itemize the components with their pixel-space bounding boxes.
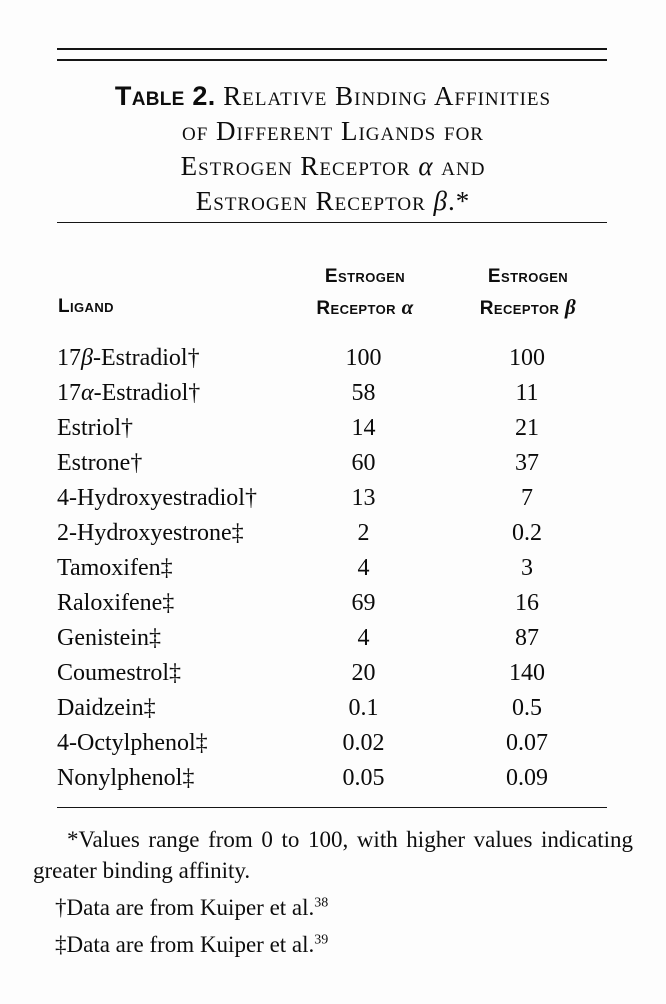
ligand-cell: Tamoxifen‡ <box>57 555 173 581</box>
table-body <box>57 341 617 796</box>
table-row <box>57 586 617 621</box>
er-alpha-value: 0.1 <box>348 695 379 721</box>
ligand-cell: 2-Hydroxyestrone‡ <box>57 520 244 546</box>
table-row <box>57 516 617 551</box>
er-beta-value: 37 <box>515 450 539 476</box>
ligand-cell: 4-Hydroxyestradiol† <box>57 485 257 511</box>
ligand-cell: Coumestrol‡ <box>57 660 181 686</box>
table-title-line: Table 2. Relative Binding Affinities <box>114 81 552 111</box>
footnote-separator-rule <box>57 807 607 808</box>
column-header-line: Receptor α <box>316 295 414 319</box>
er-alpha-value: 20 <box>351 660 376 686</box>
er-beta-value: 21 <box>515 415 539 441</box>
footnote: ‡Data are from Kuiper et al.$^{39}$ <box>55 932 329 957</box>
table-row <box>57 341 617 376</box>
er-alpha-value: 0.02 <box>342 730 385 756</box>
ligand-cell: Estriol† <box>57 415 133 441</box>
table-row <box>57 726 617 761</box>
ligand-cell: Daidzein‡ <box>57 695 156 721</box>
er-alpha-value: 58 <box>351 380 376 406</box>
er-beta-value: 7 <box>521 485 533 511</box>
table-row <box>57 691 617 726</box>
title-separator-rule <box>57 222 607 223</box>
er-alpha-value: 100 <box>345 345 382 371</box>
reference-superscript: 39 <box>314 932 329 948</box>
table-row <box>57 761 617 796</box>
er-alpha-value: 13 <box>351 485 376 511</box>
ligand-cell: 4-Octylphenol‡ <box>57 730 208 756</box>
er-alpha-value: 0.05 <box>342 765 385 791</box>
er-beta-value: 3 <box>521 555 533 581</box>
ligand-cell: Genistein‡ <box>57 625 161 651</box>
table-label: Table 2. <box>114 81 216 111</box>
footnote: †Data are from Kuiper et al.$^{38}$ <box>55 895 329 920</box>
er-beta-value: 16 <box>515 590 539 616</box>
table-row <box>57 551 617 586</box>
table-row <box>57 411 617 446</box>
er-alpha-value: 69 <box>351 590 376 616</box>
footnote: *Values range from 0 to 100, with higher values indicating greater binding affinity. <box>33 827 633 883</box>
greek-letter: β <box>81 345 93 371</box>
er-beta-value: 87 <box>515 625 539 651</box>
table-row <box>57 621 617 656</box>
ligand-cell: Nonylphenol‡ <box>57 765 195 791</box>
er-beta-value: 11 <box>515 380 539 406</box>
footnotes <box>33 824 633 966</box>
column-header-line: Estrogen <box>487 266 569 287</box>
er-alpha-value: 14 <box>351 415 376 441</box>
table-row <box>57 376 617 411</box>
er-alpha-value: 4 <box>357 625 370 651</box>
column-header-line: Estrogen <box>324 266 406 287</box>
ligand-cell: Estrone† <box>57 450 143 476</box>
ligand-cell: 17β-Estradiol† <box>57 345 200 371</box>
greek-letter: α <box>401 295 414 319</box>
column-header-er-alpha <box>292 262 438 324</box>
er-beta-value: 0.09 <box>506 765 548 791</box>
column-header-ligand: Ligand <box>58 296 114 317</box>
table-title-line: of Different Ligands for <box>182 116 484 146</box>
er-beta-value: 0.5 <box>512 695 542 721</box>
column-header-er-beta <box>440 262 616 324</box>
greek-letter: β <box>433 186 448 216</box>
er-alpha-value: 4 <box>357 555 370 581</box>
reference-superscript: 38 <box>314 895 329 911</box>
er-beta-value: 140 <box>509 660 545 686</box>
table-title-line: Estrogen Receptor α and <box>180 151 486 181</box>
er-alpha-value: 2 <box>357 520 370 546</box>
ligand-cell: Raloxifene‡ <box>57 590 175 616</box>
table-row <box>57 656 617 691</box>
top-double-rule <box>57 48 607 61</box>
table-title <box>40 79 626 219</box>
table-row <box>57 446 617 481</box>
greek-letter: β <box>565 295 577 319</box>
greek-letter: α <box>418 151 434 181</box>
er-beta-value: 0.2 <box>512 520 542 546</box>
table-row <box>57 481 617 516</box>
greek-letter: α <box>81 380 94 406</box>
er-beta-value: 0.07 <box>506 730 548 756</box>
er-alpha-value: 60 <box>351 450 376 476</box>
column-header-line: Receptor β <box>479 295 577 319</box>
er-beta-value: 100 <box>509 345 545 371</box>
table-title-line: Estrogen Receptor β.* <box>195 186 471 216</box>
ligand-cell: 17α-Estradiol† <box>57 380 201 406</box>
